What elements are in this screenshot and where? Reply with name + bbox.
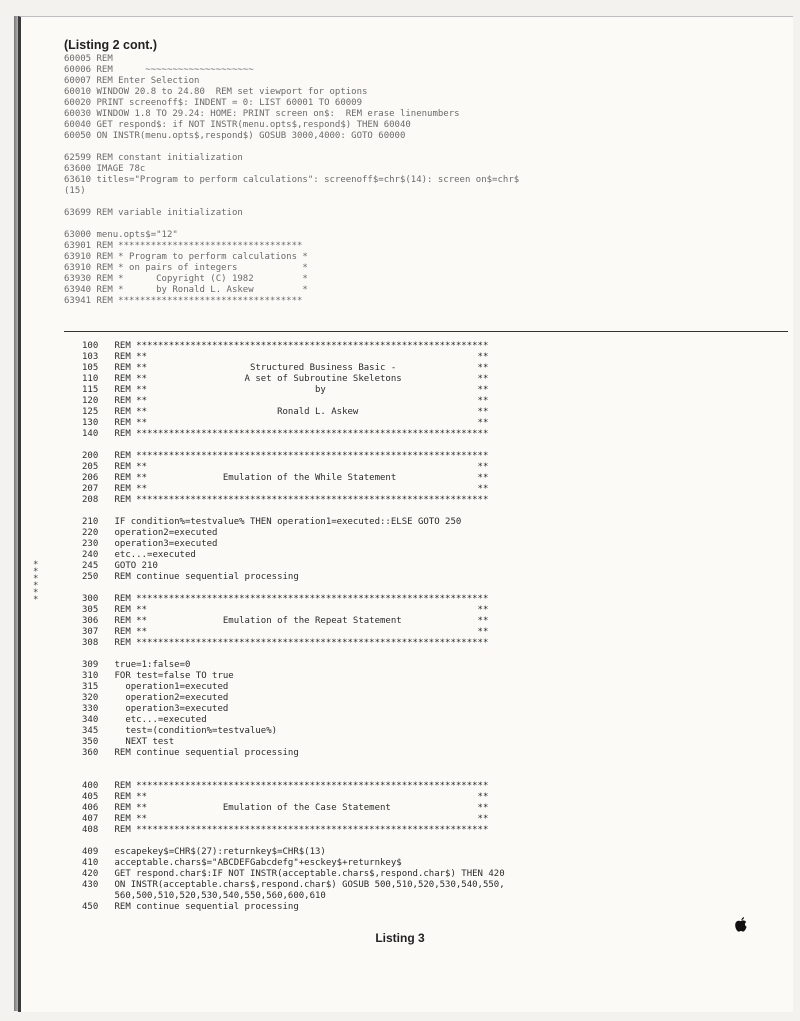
- code-line: 120 REM ** **: [82, 396, 489, 406]
- code-line: 110 REM ** A set of Subroutine Skeletons **: [82, 374, 489, 384]
- code-line: 405 REM ** **: [82, 792, 489, 802]
- code-line: 320 operation2=executed: [82, 693, 229, 703]
- code-line: 60030 WINDOW 1.8 TO 29.24: HOME: PRINT screen on$: REM erase linenumbers: [64, 109, 460, 119]
- code-line: 63901 REM **********************************: [64, 241, 303, 251]
- code-line: 305 REM ** **: [82, 605, 489, 615]
- code-line: [82, 770, 505, 781]
- code-line: 306 REM ** Emulation of the Repeat Statement **: [82, 616, 489, 626]
- code-line: [82, 649, 505, 660]
- code-line: [82, 583, 505, 594]
- code-line: 308 REM *****************************************************************: [82, 638, 489, 648]
- listing-caption: Listing 3: [375, 931, 425, 945]
- code-line: 60006 REM ~~~~~~~~~~~~~~~~~~~~: [64, 65, 254, 75]
- code-line: 208 REM *****************************************************************: [82, 495, 489, 505]
- code-line: 105 REM ** Structured Business Basic - **: [82, 363, 489, 373]
- code-line: 206 REM ** Emulation of the While Statement **: [82, 473, 489, 483]
- code-line: 408 REM *****************************************************************: [82, 825, 489, 835]
- code-line: 130 REM ** **: [82, 418, 489, 428]
- code-line: 103 REM ** **: [82, 352, 489, 362]
- code-line: 62599 REM constant initialization: [64, 153, 243, 163]
- section-divider: [64, 331, 788, 332]
- apple-logo-icon: [733, 916, 749, 934]
- code-line: 420 GET respond.char$:IF NOT INSTR(acceptable.chars$,respond.char$) THEN 420: [82, 869, 505, 879]
- code-line: 63930 REM * Copyright (C) 1982 *: [64, 274, 308, 284]
- code-line: 360 REM continue sequential processing: [82, 748, 299, 758]
- code-line: 300 REM *****************************************************************: [82, 594, 489, 604]
- code-line: 330 operation3=executed: [82, 704, 229, 714]
- code-line: 63600 IMAGE 78c: [64, 164, 146, 174]
- code-line: 100 REM *****************************************************************: [82, 341, 489, 351]
- listing-2-code: [64, 54, 519, 307]
- code-line: 140 REM *****************************************************************: [82, 429, 489, 439]
- code-line: 63610 titles="Program to perform calculations": screenoff$=chr$(14): screen on$=chr$: [64, 175, 520, 185]
- code-line: 60010 WINDOW 20.8 to 24.80 REM set viewport for options: [64, 87, 368, 97]
- code-line: 60050 ON INSTR(menu.opts$,respond$) GOSUB 3000,4000: GOTO 60000: [64, 131, 406, 141]
- code-line: 560,500,510,520,530,540,550,560,600,610: [82, 891, 326, 901]
- margin-stars: * * * * * *: [33, 560, 39, 605]
- code-line: 406 REM ** Emulation of the Case Statement **: [82, 803, 489, 813]
- code-line: 250 REM continue sequential processing: [82, 572, 299, 582]
- code-line: 430 ON INSTR(acceptable.chars$,respond.char$) GOSUB 500,510,520,530,540,550,: [82, 880, 505, 890]
- code-line: 125 REM ** Ronald L. Askew **: [82, 407, 489, 417]
- code-line: 310 FOR test=false TO true: [82, 671, 234, 681]
- code-line: 60020 PRINT screenoff$: INDENT = 0: LIST 60001 TO 60009: [64, 98, 363, 108]
- code-line: 63910 REM * Program to perform calculations *: [64, 252, 308, 262]
- code-line: 309 true=1:false=0: [82, 660, 191, 670]
- code-line: 60040 GET respond$: if NOT INSTR(menu.opts$,respond$) THEN 60040: [64, 120, 411, 130]
- code-line: 400 REM *****************************************************************: [82, 781, 489, 791]
- code-line: 60007 REM Enter Selection: [64, 76, 200, 86]
- code-line: 205 REM ** **: [82, 462, 489, 472]
- code-line: 63941 REM **********************************: [64, 296, 303, 306]
- code-line: 230 operation3=executed: [82, 539, 218, 549]
- code-line: 450 REM continue sequential processing: [82, 902, 299, 912]
- code-line: 63910 REM * on pairs of integers *: [64, 263, 308, 273]
- code-line: 307 REM ** **: [82, 627, 489, 637]
- code-line: [64, 197, 519, 208]
- code-line: 115 REM ** by **: [82, 385, 489, 395]
- code-line: (15): [64, 186, 86, 196]
- code-line: 210 IF condition%=testvalue% THEN operation1=executed::ELSE GOTO 250: [82, 517, 462, 527]
- code-line: 240 etc...=executed: [82, 550, 196, 560]
- code-line: [82, 506, 505, 517]
- listing-header: (Listing 2 cont.): [64, 38, 158, 52]
- code-line: 220 operation2=executed: [82, 528, 218, 538]
- code-line: [82, 836, 505, 847]
- code-line: 63000 menu.opts$="12": [64, 230, 178, 240]
- code-line: 340 etc...=executed: [82, 715, 207, 725]
- code-line: 345 test=(condition%=testvalue%): [82, 726, 278, 736]
- code-line: 315 operation1=executed: [82, 682, 229, 692]
- code-line: [82, 759, 505, 770]
- code-line: 63699 REM variable initialization: [64, 208, 243, 218]
- code-line: 407 REM ** **: [82, 814, 489, 824]
- code-line: 350 NEXT test: [82, 737, 175, 747]
- code-line: 409 escapekey$=CHR$(27):returnkey$=CHR$(13): [82, 847, 326, 857]
- code-line: 200 REM *****************************************************************: [82, 451, 489, 461]
- code-line: 63940 REM * by Ronald L. Askew *: [64, 285, 308, 295]
- code-line: 245 GOTO 210: [82, 561, 158, 571]
- code-line: [64, 219, 519, 230]
- code-line: 410 acceptable.chars$="ABCDEFGabcdefg"+esckey$+returnkey$: [82, 858, 402, 868]
- listing-3-code: [82, 341, 505, 913]
- code-line: 207 REM ** **: [82, 484, 489, 494]
- code-line: [82, 440, 505, 451]
- code-line: 60005 REM: [64, 54, 113, 64]
- code-line: [64, 142, 519, 153]
